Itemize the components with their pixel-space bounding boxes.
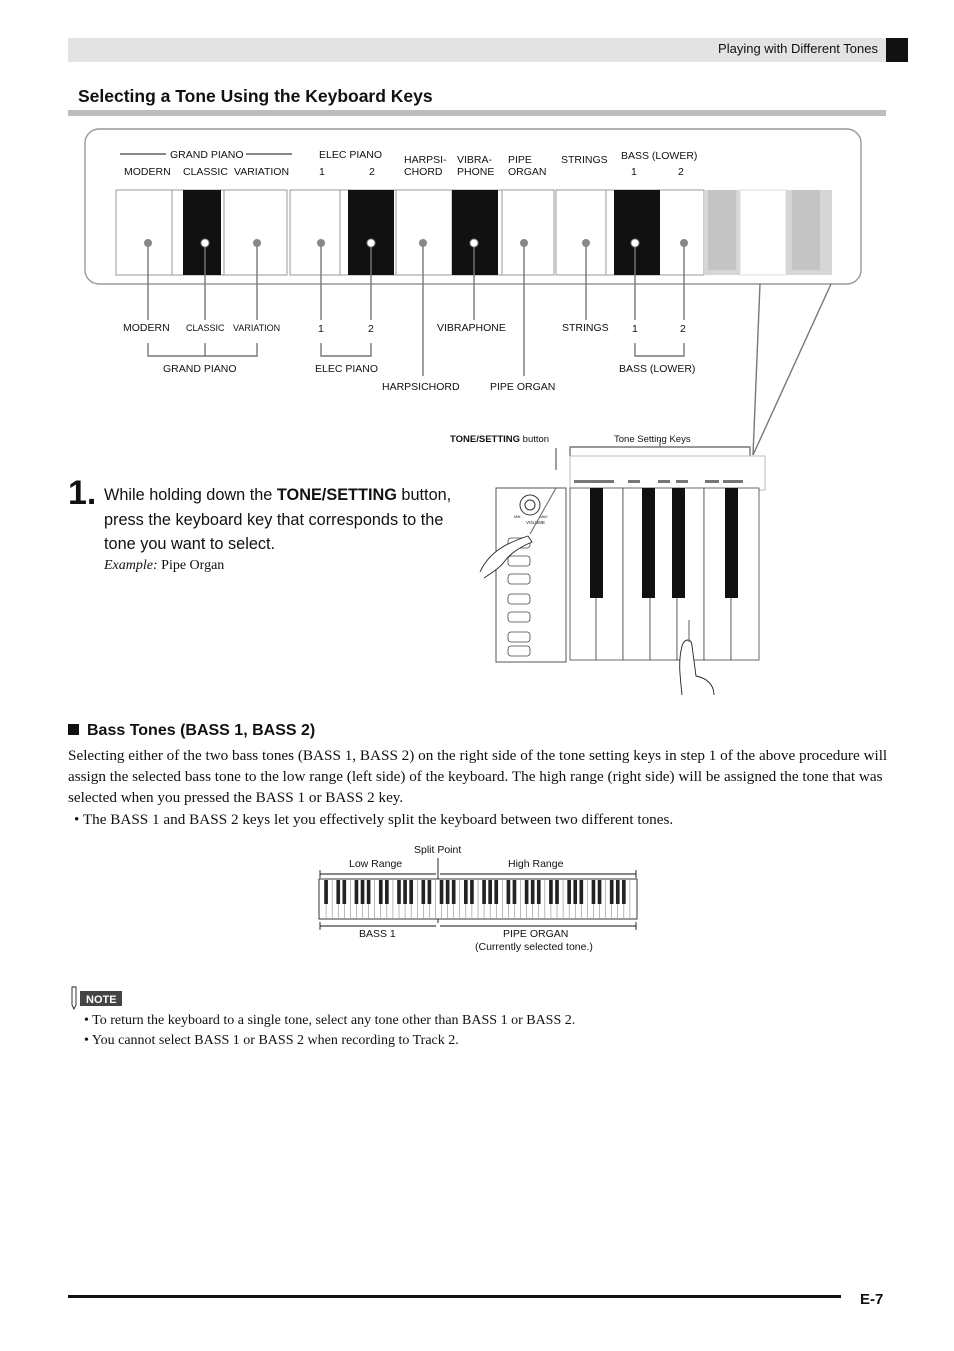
page-header-text: Playing with Different Tones bbox=[718, 41, 878, 56]
black-key bbox=[537, 880, 541, 904]
black-key bbox=[464, 880, 468, 904]
callout-variation: VARIATION bbox=[233, 323, 281, 333]
note-item-1-text: To return the keyboard to a single tone, select any tone other than BASS 1 or BASS 2. bbox=[92, 1013, 576, 1028]
black-key bbox=[488, 880, 492, 904]
label-modern: MODERN bbox=[124, 166, 171, 178]
black-key bbox=[428, 880, 432, 904]
min-label: MIN bbox=[514, 515, 521, 519]
callout-bass-2: 2 bbox=[680, 323, 686, 335]
square-bullet-icon bbox=[68, 724, 79, 735]
black-key bbox=[452, 880, 456, 904]
example-label: Example: bbox=[104, 558, 158, 573]
black-key bbox=[507, 880, 511, 904]
label-variation: VARIATION bbox=[234, 166, 290, 178]
black-key bbox=[403, 880, 407, 904]
step-example bbox=[104, 558, 224, 574]
label-bass-2: 2 bbox=[678, 166, 684, 178]
tone-setting-keys-label: Tone Setting Keys bbox=[614, 434, 691, 445]
callout-elec-piano: ELEC PIANO bbox=[315, 363, 379, 375]
bass-paragraph: Selecting either of the two bass tones (BASS 1, BASS 2) on the right side of the tone setting keys in step 1 of the above procedure will assign the selected bass tone to the low range (left side) of the keyboard. The high range (right side) will be assigned the tone that was selected when you pressed the BASS 1 or BASS 2 key. bbox=[68, 747, 888, 807]
step-instruction bbox=[104, 483, 464, 557]
section-title: Selecting a Tone Using the Keyboard Keys bbox=[78, 86, 433, 106]
label-harpsi: HARPSI- bbox=[404, 154, 447, 166]
label-chord: CHORD bbox=[404, 166, 443, 178]
callout-strings: STRINGS bbox=[562, 322, 609, 334]
black-key bbox=[549, 880, 553, 904]
bass-bullet-text: The BASS 1 and BASS 2 keys let you effectively split the keyboard between two different tones. bbox=[82, 811, 674, 828]
black-key bbox=[379, 880, 383, 904]
label-vibra: VIBRA- bbox=[457, 154, 493, 166]
label-bass-1: 1 bbox=[631, 166, 637, 178]
label-elec-piano: ELEC PIANO bbox=[319, 149, 383, 161]
label-phone: PHONE bbox=[457, 166, 495, 178]
label-elec-2: 2 bbox=[369, 166, 375, 178]
split-point-diagram bbox=[300, 838, 660, 963]
bass1-label: BASS 1 bbox=[359, 928, 396, 940]
footer-rule bbox=[68, 1295, 841, 1298]
note-item-2-text: You cannot select BASS 1 or BASS 2 when recording to Track 2. bbox=[91, 1033, 459, 1048]
callout-harpsichord: HARPSICHORD bbox=[382, 381, 460, 393]
black-key bbox=[555, 880, 559, 904]
split-point-label: Split Point bbox=[414, 844, 462, 856]
callout-elec-1: 1 bbox=[318, 323, 324, 335]
max-label: MAX bbox=[540, 515, 548, 519]
black-key bbox=[573, 880, 577, 904]
callout-grand-piano: GRAND PIANO bbox=[163, 363, 237, 375]
black-key bbox=[342, 880, 346, 904]
callout-bass-lower: BASS (LOWER) bbox=[619, 363, 696, 375]
page-number: E-7 bbox=[860, 1291, 884, 1308]
black-key bbox=[385, 880, 389, 904]
label-organ: ORGAN bbox=[508, 166, 547, 178]
callout-labels bbox=[123, 322, 695, 445]
label-elec-1: 1 bbox=[319, 166, 325, 178]
black-key bbox=[409, 880, 413, 904]
callout-classic: CLASSIC bbox=[186, 323, 225, 333]
black-key bbox=[440, 880, 444, 904]
bass-section-heading bbox=[68, 722, 315, 740]
step-text-bold: TONE/SETTING bbox=[276, 486, 397, 504]
currently-selected-label: (Currently selected tone.) bbox=[475, 941, 593, 953]
black-key bbox=[361, 880, 365, 904]
black-key bbox=[482, 880, 486, 904]
low-range-label: Low Range bbox=[349, 858, 403, 870]
black-key bbox=[494, 880, 498, 904]
black-key bbox=[622, 880, 626, 904]
callout-modern: MODERN bbox=[123, 322, 170, 334]
tone-keys-diagram bbox=[0, 0, 954, 470]
note-item-1: • To return the keyboard to a single tone, select any tone other than BASS 1 or BASS 2. bbox=[84, 1013, 576, 1028]
black-key bbox=[531, 880, 535, 904]
callout-pipe-organ: PIPE ORGAN bbox=[490, 381, 556, 393]
black-key bbox=[567, 880, 571, 904]
callout-elec-2: 2 bbox=[368, 323, 374, 335]
label-pipe: PIPE bbox=[508, 154, 532, 166]
callout-bass-1: 1 bbox=[632, 323, 638, 335]
volume-label: VOLUME bbox=[526, 520, 546, 525]
black-key bbox=[421, 880, 425, 904]
bass-heading-text: Bass Tones (BASS 1, BASS 2) bbox=[87, 722, 316, 739]
note-label: NOTE bbox=[86, 994, 117, 1006]
black-key bbox=[598, 880, 602, 904]
black-key bbox=[355, 880, 359, 904]
black-key bbox=[446, 880, 450, 904]
note-item-2: • You cannot select BASS 1 or BASS 2 when recording to Track 2. bbox=[84, 1033, 459, 1048]
callout-vibraphone: VIBRAPHONE bbox=[437, 322, 506, 334]
black-key bbox=[525, 880, 529, 904]
black-key bbox=[470, 880, 474, 904]
black-key bbox=[513, 880, 517, 904]
black-key bbox=[367, 880, 371, 904]
black-key bbox=[579, 880, 583, 904]
step-text-after: button, press the keyboard key that corresponds to the tone you want to select. bbox=[104, 486, 452, 553]
label-classic: CLASSIC bbox=[183, 166, 228, 178]
bass-bullet: • The BASS 1 and BASS 2 keys let you effectively split the keyboard between two different tones. bbox=[74, 811, 674, 828]
tone-setting-button-label: TONE/SETTING button bbox=[450, 434, 550, 445]
black-key bbox=[616, 880, 620, 904]
high-range-label: High Range bbox=[508, 858, 564, 870]
note-icon bbox=[68, 985, 126, 1011]
black-key bbox=[592, 880, 596, 904]
black-key bbox=[324, 880, 328, 904]
step-number: 1. bbox=[68, 474, 97, 512]
pipe-organ-label: PIPE ORGAN bbox=[503, 928, 569, 940]
black-key bbox=[336, 880, 340, 904]
faded-keys bbox=[704, 190, 832, 275]
example-value: Pipe Organ bbox=[157, 558, 225, 573]
instrument-illustration bbox=[470, 450, 770, 700]
label-grand-piano: GRAND PIANO bbox=[170, 149, 244, 161]
black-key bbox=[397, 880, 401, 904]
step-text-before: While holding down the bbox=[104, 486, 277, 504]
label-strings: STRINGS bbox=[561, 154, 608, 166]
black-key bbox=[610, 880, 614, 904]
label-bass-lower: BASS (LOWER) bbox=[621, 150, 698, 162]
